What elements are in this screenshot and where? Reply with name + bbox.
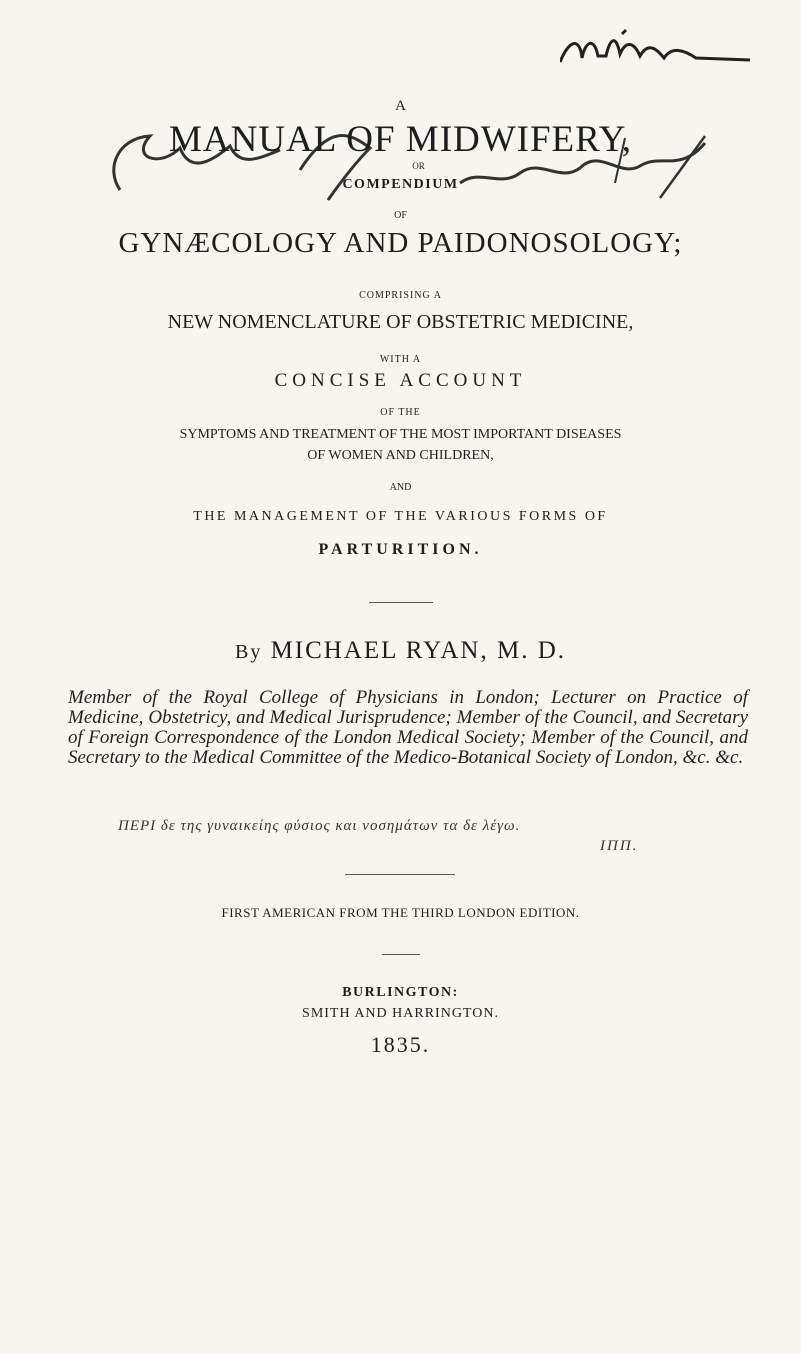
divider-rule-edition bbox=[345, 874, 455, 875]
desc-symptoms: SYMPTOMS AND TREATMENT OF THE MOST IMPORTANT DISEASES bbox=[179, 427, 622, 442]
epigraph-text: ΠΕΡΙ δε της γυναικείης φύσιος και νοσημάτων τα δε λέγω. bbox=[118, 818, 521, 834]
author-line bbox=[0, 637, 801, 665]
desc-comprising: COMPRISING A bbox=[359, 290, 442, 301]
divider-rule-imprint bbox=[382, 954, 420, 955]
desc-nomenclature: NEW NOMENCLATURE OF OBSTETRIC MEDICINE, bbox=[167, 311, 634, 333]
ink-signature bbox=[560, 28, 750, 68]
desc-management: THE MANAGEMENT OF THE VARIOUS FORMS OF bbox=[193, 509, 608, 524]
epigraph-attribution: ΙΠΠ. bbox=[600, 838, 639, 854]
author-name: MICHAEL RYAN, M. D. bbox=[270, 637, 566, 664]
imprint-year: 1835. bbox=[370, 1032, 431, 1057]
title-article: A bbox=[395, 98, 406, 114]
divider-rule bbox=[369, 602, 433, 603]
desc-concise: CONCISE ACCOUNT bbox=[274, 370, 527, 391]
desc-parturition: PARTURITION. bbox=[318, 541, 483, 558]
title-main: MANUAL OF MIDWIFERY, bbox=[168, 119, 632, 160]
imprint-place: BURLINGTON: bbox=[342, 985, 459, 1000]
desc-with: WITH A bbox=[379, 354, 422, 365]
edition-note: FIRST AMERICAN FROM THE THIRD LONDON EDITION. bbox=[221, 905, 580, 920]
desc-ofthe: OF THE bbox=[380, 407, 421, 418]
author-credentials: Member of the Royal College of Physicians in London; Lecturer on Practice of Medicine, Obstetricy, and Medical Jurisprudence; Member of the Council, and Secretary of Foreign Correspondence of the London Medical Society; Member of the Council, and Secretary to the Medical Committee of the Medico-Botanical Society of London, &c. &c. bbox=[68, 687, 748, 768]
imprint-publisher: SMITH AND HARRINGTON. bbox=[302, 1006, 499, 1021]
title-of: OF bbox=[394, 210, 407, 221]
desc-and: AND bbox=[389, 482, 412, 493]
desc-women: OF WOMEN AND CHILDREN, bbox=[307, 448, 494, 463]
author-by: By bbox=[234, 641, 263, 663]
title-or: OR bbox=[412, 161, 425, 171]
title-subject: GYNÆCOLOGY AND PAIDONOSOLOGY; bbox=[118, 227, 683, 259]
title-compendium: COMPENDIUM bbox=[342, 177, 459, 192]
